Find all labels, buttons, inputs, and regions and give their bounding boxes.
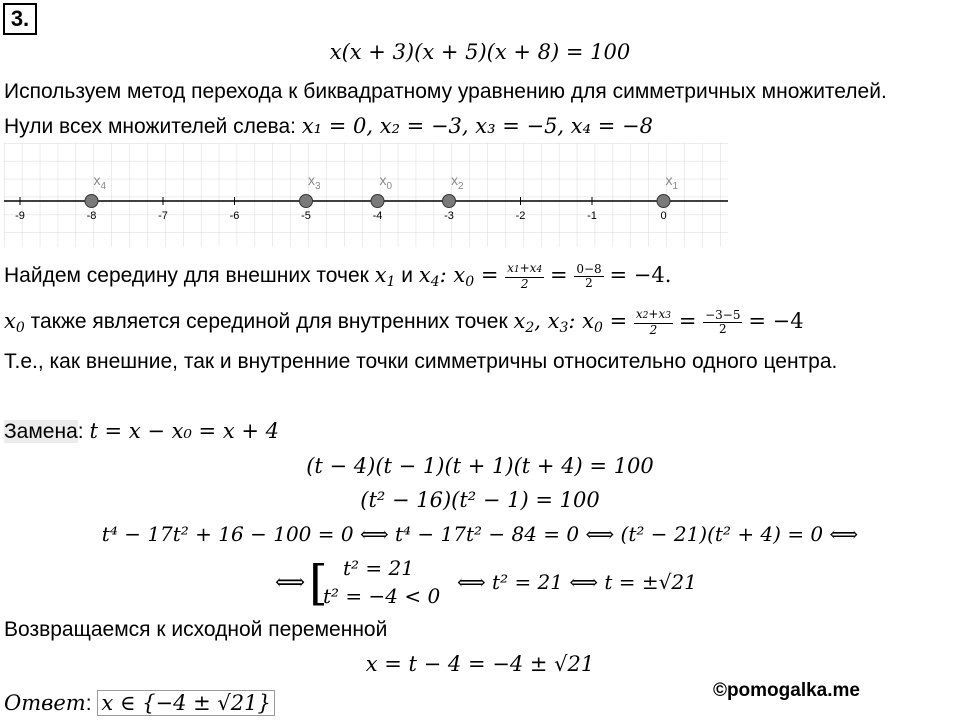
point-x1: [657, 195, 670, 208]
main-equation: x(x + 3)(x + 5)(x + 8) = 100: [329, 40, 631, 64]
case-1: t² = 21: [343, 556, 414, 580]
substitution-line: Замена: t = x − x₀ = x + 4: [4, 419, 279, 443]
case-2: t² = −4 < 0: [323, 584, 441, 608]
point-label-x0: $x_0$: [379, 172, 393, 192]
number-line: [4, 143, 728, 247]
answer-math: x ∈ {−4 ± √21}: [97, 690, 274, 716]
point-label-x4: $x_4$: [93, 172, 107, 192]
tick-label: -4: [372, 210, 383, 222]
point-label-x2: $x_2$: [451, 172, 464, 192]
point-x2: [443, 195, 456, 208]
equation-5: x = t − 4 = −4 ± √21: [365, 652, 595, 676]
equation-1: (t − 4)(t − 1)(t + 1)(t + 4) = 100: [306, 454, 654, 478]
substitution-label: Замена: [4, 420, 78, 443]
zeros-line: [4, 114, 653, 139]
middle-line: Найдем середину для внешних точек $x_1$ и $x_4$: $x_0$ = $\frac{x1+x4}{2}$ = $\frac{0-8}{2}$ = −4.: [4, 261, 672, 291]
middle-and: и: [401, 264, 414, 288]
middle-text: Найдем середину для внешних точек: [4, 264, 369, 288]
point-label-x1: $x_1$: [665, 172, 679, 192]
tick-label: -6: [229, 210, 240, 222]
equation-3: t⁴ − 17t² + 16 − 100 = 0 ⟺ t⁴ − 17t² − 84 = 0 ⟺ (t² − 21)(t² + 4) = 0 ⟺: [101, 522, 859, 546]
tick-label: -7: [158, 210, 168, 222]
inner-line: $x_0$ также является серединой для внутренних точек $x_2$, $x_3$: $x_0$ = $\frac{x2+x3}{2}$ = $\frac{-3-5}{2}$ = −4: [4, 307, 804, 337]
equation-4: ⟺ [ t² = 21 t² = −4 < 0 ⟺ t² = 21 ⟺ t = ±√21: [275, 555, 697, 611]
tick-label: -3: [444, 210, 454, 222]
answer-line: Ответ: x ∈ {−4 ± √21}: [4, 691, 275, 716]
substitution-math: t = x − x₀ = x + 4: [89, 419, 279, 443]
tick-label: 0: [660, 210, 667, 222]
point-x3: [300, 195, 313, 208]
equation-2: (t² − 16)(t² − 1) = 100: [360, 488, 600, 512]
zeros-math: x₁ = 0, x₂ = −3, x₃ = −5, x₄ = −8: [301, 114, 653, 138]
tick-label: -9: [15, 210, 25, 222]
point-label-x3: $x_3$: [308, 172, 321, 192]
tick-label: -1: [587, 210, 597, 222]
answer-label: Ответ: [4, 691, 86, 715]
watermark: ©pomogalka.me: [712, 680, 860, 701]
tick-label: -2: [515, 210, 526, 222]
zeros-label: Нули всех множителей слева:: [4, 115, 296, 138]
equation-4-rest: ⟺ t² = 21 ⟺ t = ±√21: [457, 570, 697, 594]
point-x4: [85, 195, 98, 208]
tick-label: -5: [301, 210, 311, 222]
point-x0: [371, 195, 384, 208]
return-text: Возвращаемся к исходной переменной: [4, 618, 388, 641]
symmetric-text: Т.е., как внешние, так и внутренние точки симметричны относительно одного центра.: [4, 350, 838, 373]
tick-label: -8: [86, 210, 97, 222]
method-text: Используем метод перехода к биквадратному уравнению для симметричных множителей.: [4, 80, 887, 103]
inner-text: также является серединой для внутренних точек: [30, 310, 508, 334]
problem-number: 3.: [3, 3, 37, 35]
